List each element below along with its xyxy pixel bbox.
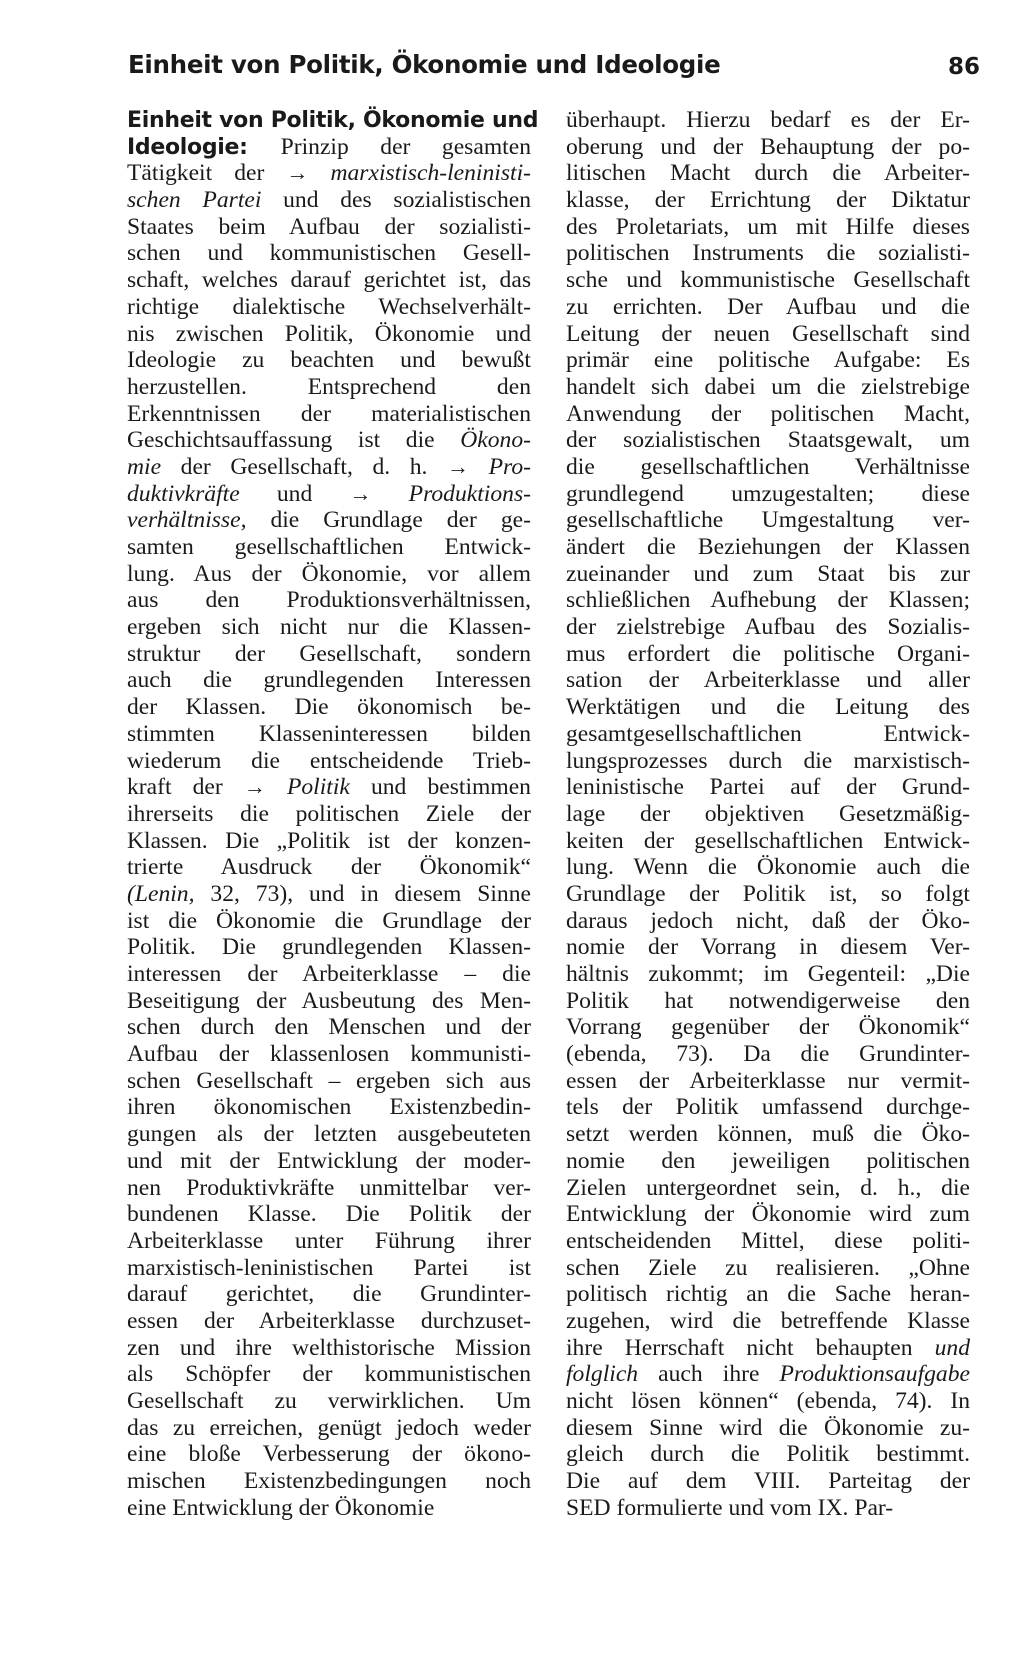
text-segment: und mit der Entwicklung der moder- bbox=[127, 1147, 531, 1174]
cross-reference-arrow-icon: → bbox=[243, 774, 266, 800]
text-line bbox=[566, 881, 970, 908]
text-segment: auch ihre bbox=[638, 1361, 780, 1388]
italic-term: Pro- bbox=[469, 453, 531, 480]
text-line bbox=[566, 187, 970, 214]
text-segment: schen Ziele zu realisieren. „Ohne bbox=[566, 1254, 970, 1281]
text-line bbox=[566, 774, 970, 801]
text-line bbox=[566, 934, 970, 961]
text-line bbox=[566, 667, 970, 694]
text-line bbox=[566, 1468, 970, 1495]
text-segment: Erkenntnissen der materialistischen bbox=[127, 400, 531, 427]
text-segment: Werktätigen und die Leitung des bbox=[566, 694, 970, 721]
text-segment: eine Entwicklung der Ökonomie bbox=[127, 1494, 435, 1521]
text-line bbox=[127, 988, 531, 1015]
text-segment: der Klassen. Die ökonomisch be- bbox=[127, 694, 531, 721]
text-line bbox=[127, 160, 531, 187]
text-segment: ist die Ökonomie die Grundlage der bbox=[127, 907, 531, 934]
text-line bbox=[566, 107, 970, 134]
text-line bbox=[127, 1441, 531, 1468]
text-segment: oberung und der Behauptung der po- bbox=[566, 133, 970, 160]
text-line bbox=[566, 321, 970, 348]
text-line bbox=[566, 1495, 970, 1522]
text-line bbox=[566, 961, 970, 988]
text-segment: lung. Aus der Ökonomie, vor allem bbox=[127, 560, 531, 587]
text-segment: bundenen Klasse. Die Politik der bbox=[127, 1201, 531, 1228]
text-line bbox=[127, 294, 531, 321]
text-line bbox=[566, 481, 970, 508]
text-segment: Ideologie zu beachten und bewußt bbox=[127, 347, 531, 374]
text-segment: lung. Wenn die Ökonomie auch die bbox=[566, 854, 970, 881]
text-line bbox=[566, 1441, 970, 1468]
text-line bbox=[127, 1308, 531, 1335]
text-segment: essen der Arbeiterklasse durchzuset- bbox=[127, 1307, 531, 1334]
text-line bbox=[566, 1361, 970, 1388]
entry-keyword: Ideologie: bbox=[127, 134, 281, 160]
text-segment: der zielstrebige Aufbau des Sozialis- bbox=[566, 614, 970, 641]
text-line bbox=[566, 721, 970, 748]
left-text-column bbox=[127, 107, 539, 1521]
text-segment: der Gesellschaft, d. h. bbox=[161, 453, 448, 480]
text-segment: Entwicklung der Ökonomie wird zum bbox=[566, 1201, 970, 1228]
text-line bbox=[127, 1468, 531, 1495]
text-segment: die gesellschaftlichen Verhältnisse bbox=[566, 453, 970, 480]
text-line bbox=[127, 854, 531, 881]
running-head-title: Einheit von Politik, Ökonomie und Ideologie bbox=[128, 50, 721, 79]
text-segment: grundlegend umzugestalten; diese bbox=[566, 480, 970, 507]
text-segment: nomie den jeweiligen politischen bbox=[566, 1147, 970, 1174]
text-line bbox=[127, 1148, 531, 1175]
text-line bbox=[566, 1255, 970, 1282]
text-line bbox=[566, 507, 970, 534]
page-number: 86 bbox=[948, 54, 981, 80]
text-segment: keiten der gesellschaftlichen Entwick- bbox=[566, 827, 970, 854]
text-line bbox=[127, 401, 531, 428]
text-line bbox=[566, 1041, 970, 1068]
text-line bbox=[127, 134, 531, 161]
text-segment: hältnis zukommt; im Gegenteil: „Die bbox=[566, 961, 970, 987]
text-line bbox=[566, 1335, 970, 1362]
text-line bbox=[127, 614, 531, 641]
text-segment: Grundlage der Politik ist, so folgt bbox=[566, 880, 970, 907]
text-segment: schen Gesellschaft – ergeben sich aus bbox=[127, 1067, 531, 1094]
text-segment: und bbox=[239, 480, 350, 507]
text-line bbox=[127, 1068, 531, 1095]
text-line bbox=[127, 828, 531, 855]
text-line bbox=[127, 908, 531, 935]
text-line bbox=[127, 721, 531, 748]
text-segment: trierte Ausdruck der Ökonomik“ bbox=[127, 854, 531, 881]
text-segment: eine bloße Verbesserung der ökono- bbox=[127, 1441, 531, 1468]
text-segment: ihrerseits die politischen Ziele der bbox=[127, 800, 531, 827]
text-line bbox=[127, 240, 531, 267]
text-segment: schen durch den Menschen und der bbox=[127, 1014, 531, 1041]
text-segment: essen der Arbeiterklasse nur vermit- bbox=[566, 1067, 970, 1094]
text-line bbox=[127, 1201, 531, 1228]
text-line bbox=[127, 561, 531, 588]
italic-term: folglich bbox=[566, 1361, 639, 1388]
text-segment: Politik. Die grundlegenden Klassen- bbox=[127, 934, 531, 961]
text-line bbox=[566, 1148, 970, 1175]
text-line bbox=[566, 214, 970, 241]
cross-reference-arrow-icon: → bbox=[349, 480, 372, 506]
text-segment: auch die grundlegenden Interessen bbox=[127, 667, 531, 694]
text-segment: litischen Macht durch die Arbeiter- bbox=[566, 160, 970, 187]
text-line bbox=[566, 1201, 970, 1228]
text-segment: Politik hat notwendigerweise den bbox=[566, 987, 970, 1014]
text-segment: gungen als der letzten ausgebeuteten bbox=[127, 1121, 531, 1148]
text-line bbox=[566, 454, 970, 481]
text-line bbox=[566, 854, 970, 881]
text-segment: Prinzip der gesamten bbox=[280, 133, 531, 160]
text-line bbox=[566, 641, 970, 668]
text-segment: schaft, welches darauf gerichtet ist, das bbox=[127, 267, 531, 294]
text-segment: Tätigkeit der bbox=[127, 160, 287, 187]
text-segment: gleich durch die Politik bestimmt. bbox=[566, 1441, 970, 1468]
text-segment: als Schöpfer der kommunistischen bbox=[127, 1361, 531, 1388]
text-segment: ergeben sich nicht nur die Klassen- bbox=[127, 614, 531, 641]
text-line bbox=[566, 401, 970, 428]
text-segment: entscheidenden Mittel, diese politi- bbox=[566, 1227, 970, 1254]
text-line bbox=[127, 881, 531, 908]
text-segment: SED formulierte und vom IX. Par- bbox=[566, 1494, 894, 1521]
text-segment: kraft der bbox=[127, 774, 244, 801]
text-line bbox=[127, 774, 531, 801]
text-segment: marxistisch-leninistischen Partei ist bbox=[127, 1254, 531, 1281]
text-line bbox=[566, 587, 970, 614]
italic-term: verhältnisse, bbox=[127, 507, 247, 534]
text-line bbox=[127, 1175, 531, 1202]
text-line bbox=[566, 267, 970, 294]
text-line bbox=[127, 1094, 531, 1121]
text-line bbox=[127, 454, 531, 481]
text-segment: zueinander und zum Staat bis zur bbox=[566, 560, 970, 587]
text-segment: mus erfordert die politische Organi- bbox=[566, 640, 970, 667]
right-text-column bbox=[566, 107, 970, 1521]
text-segment: diesem Sinne wird die Ökonomie zu- bbox=[566, 1414, 970, 1441]
text-line bbox=[127, 1388, 531, 1415]
text-segment: lage der objektiven Gesetzmäßig- bbox=[566, 800, 970, 827]
text-line bbox=[566, 1094, 970, 1121]
text-line bbox=[127, 801, 531, 828]
italic-term: duktivkräfte bbox=[127, 480, 240, 507]
text-line bbox=[566, 1281, 970, 1308]
italic-term: und bbox=[934, 1334, 970, 1361]
cross-reference-arrow-icon: → bbox=[447, 453, 470, 479]
text-segment: ihren ökonomischen Existenzbedin- bbox=[127, 1094, 531, 1121]
text-line bbox=[127, 347, 531, 374]
text-segment: Anwendung der politischen Macht, bbox=[566, 400, 970, 427]
text-segment: der sozialistischen Staatsgewalt, um bbox=[566, 427, 970, 454]
text-segment: lungsprozesses durch die marxistisch- bbox=[566, 747, 970, 774]
text-line bbox=[566, 534, 970, 561]
italic-term: (Lenin, bbox=[127, 880, 195, 907]
text-segment: des Proletariats, um mit Hilfe dieses bbox=[566, 213, 970, 240]
text-line bbox=[566, 828, 970, 855]
text-line bbox=[127, 1495, 531, 1522]
text-segment: aus den Produktionsverhältnissen, bbox=[127, 587, 531, 614]
text-segment: ihre Herrschaft nicht behaupten bbox=[566, 1334, 935, 1361]
text-segment: wiederum die entscheidende Trieb- bbox=[127, 747, 531, 774]
text-line bbox=[566, 988, 970, 1015]
text-segment: sation der Arbeiterklasse und aller bbox=[566, 667, 970, 694]
text-line bbox=[127, 1228, 531, 1255]
text-segment: struktur der Gesellschaft, sondern bbox=[127, 640, 531, 667]
text-segment: Staates beim Aufbau der sozialisti- bbox=[127, 213, 531, 240]
text-segment: Die auf dem VIII. Parteitag der bbox=[566, 1468, 970, 1495]
text-segment: samten gesellschaftlichen Entwick- bbox=[127, 534, 531, 560]
text-line bbox=[127, 1335, 531, 1362]
text-segment: nicht lösen können“ (ebenda, 74). In bbox=[566, 1388, 970, 1414]
text-segment: politisch richtig an die Sache heran- bbox=[566, 1281, 970, 1308]
text-line bbox=[566, 160, 970, 187]
text-line bbox=[127, 748, 531, 775]
text-line bbox=[127, 427, 531, 454]
text-line bbox=[566, 1175, 970, 1202]
text-line bbox=[127, 187, 531, 214]
text-segment: nis zwischen Politik, Ökonomie und bbox=[127, 320, 531, 347]
text-line bbox=[566, 801, 970, 828]
text-segment: ändert die Beziehungen der Klassen bbox=[566, 534, 970, 560]
text-line bbox=[566, 240, 970, 267]
text-segment: gesamtgesellschaftlichen Entwick- bbox=[566, 720, 970, 747]
text-line bbox=[566, 1228, 970, 1255]
text-line bbox=[127, 1255, 531, 1282]
text-segment: primär eine politische Aufgabe: Es bbox=[566, 347, 970, 374]
text-line bbox=[127, 214, 531, 241]
text-segment: Geschichtsauffassung ist die bbox=[127, 427, 461, 454]
text-segment: die Grundlage der ge- bbox=[246, 507, 531, 534]
text-line bbox=[127, 481, 531, 508]
text-segment: herzustellen. Entsprechend den bbox=[127, 373, 531, 400]
text-line bbox=[127, 1041, 531, 1068]
text-segment: setzt werden können, muß die Öko- bbox=[566, 1121, 970, 1148]
text-line bbox=[566, 748, 970, 775]
text-segment: schen und kommunistischen Gesell- bbox=[127, 240, 531, 267]
text-segment: (ebenda, 73). Da die Grundinter- bbox=[566, 1041, 970, 1068]
text-segment: sche und kommunistische Gesellschaft bbox=[566, 267, 970, 294]
text-segment: daraus jedoch nicht, daß der Öko- bbox=[566, 907, 970, 934]
text-line bbox=[566, 1068, 970, 1095]
text-line bbox=[566, 694, 970, 721]
text-line bbox=[127, 107, 539, 134]
text-line bbox=[127, 1121, 531, 1148]
text-line bbox=[566, 374, 970, 401]
text-segment: tels der Politik umfassend durchge- bbox=[566, 1094, 970, 1121]
text-segment: gesellschaftliche Umgestaltung ver- bbox=[566, 507, 970, 534]
text-line bbox=[127, 1014, 531, 1041]
text-segment: Klassen. Die „Politik ist der konzen- bbox=[127, 827, 531, 854]
text-line bbox=[127, 694, 531, 721]
text-line bbox=[566, 134, 970, 161]
text-line bbox=[127, 374, 531, 401]
text-line bbox=[127, 507, 531, 534]
text-line bbox=[127, 321, 531, 348]
text-line bbox=[127, 267, 531, 294]
italic-term: Produktionsaufgabe bbox=[779, 1361, 970, 1388]
text-segment: nomie der Vorrang in diesem Ver- bbox=[566, 934, 970, 961]
text-segment: Gesellschaft zu verwirklichen. Um bbox=[127, 1388, 531, 1414]
text-segment: politischen Instruments die sozialisti- bbox=[566, 240, 970, 267]
entry-keyword: Einheit von Politik, Ökonomie und bbox=[127, 108, 539, 133]
text-segment: Arbeiterklasse unter Führung ihrer bbox=[127, 1227, 531, 1254]
italic-term: Produktions- bbox=[371, 480, 531, 507]
text-segment: nen Produktivkräfte unmittelbar ver- bbox=[127, 1174, 531, 1201]
text-segment: schließlichen Aufhebung der Klassen; bbox=[566, 587, 970, 614]
text-segment: darauf gerichtet, die Grundinter- bbox=[127, 1281, 531, 1308]
text-line bbox=[566, 294, 970, 321]
text-segment: klasse, der Errichtung der Diktatur bbox=[566, 187, 970, 214]
cross-reference-arrow-icon: → bbox=[286, 160, 309, 186]
text-line bbox=[566, 614, 970, 641]
text-line bbox=[566, 1308, 970, 1335]
italic-term: marxistisch-leninisti- bbox=[308, 160, 531, 187]
text-segment: überhaupt. Hierzu bedarf es der Er- bbox=[566, 107, 970, 133]
text-segment: Aufbau der klassenlosen kommunisti- bbox=[127, 1041, 531, 1068]
text-segment: zugehen, wird die betreffende Klasse bbox=[566, 1307, 970, 1334]
text-line bbox=[566, 1388, 970, 1415]
text-segment: richtige dialektische Wechselverhält- bbox=[127, 293, 531, 320]
text-segment: und des sozialistischen bbox=[261, 187, 532, 214]
text-segment: zen und ihre welthistorische Mission bbox=[127, 1334, 531, 1361]
italic-term: mie bbox=[127, 453, 162, 480]
italic-term: schen Partei bbox=[127, 187, 262, 214]
text-line bbox=[566, 561, 970, 588]
text-line bbox=[127, 1361, 531, 1388]
italic-term: Ökono- bbox=[460, 427, 531, 454]
text-line bbox=[127, 667, 531, 694]
italic-term: Politik bbox=[265, 774, 350, 801]
text-segment: interessen der Arbeiterklasse – die bbox=[127, 961, 531, 987]
text-line bbox=[566, 1014, 970, 1041]
text-segment: das zu erreichen, genügt jedoch weder bbox=[127, 1414, 531, 1441]
text-line bbox=[566, 347, 970, 374]
text-segment: und bestimmen bbox=[349, 774, 531, 801]
text-segment: zu errichten. Der Aufbau und die bbox=[566, 293, 970, 320]
text-line bbox=[566, 1121, 970, 1148]
text-line bbox=[566, 1415, 970, 1442]
text-line bbox=[566, 908, 970, 935]
text-line bbox=[566, 427, 970, 454]
text-segment: mischen Existenzbedingungen noch bbox=[127, 1468, 531, 1495]
text-segment: Vorrang gegenüber der Ökonomik“ bbox=[566, 1014, 970, 1041]
text-line bbox=[127, 587, 531, 614]
text-line bbox=[127, 534, 531, 561]
text-segment: Zielen untergeordnet sein, d. h., die bbox=[566, 1174, 970, 1201]
text-line bbox=[127, 1415, 531, 1442]
text-line bbox=[127, 641, 531, 668]
text-segment: stimmten Klasseninteressen bilden bbox=[127, 720, 531, 747]
text-line bbox=[127, 934, 531, 961]
text-segment: Beseitigung der Ausbeutung des Men- bbox=[127, 987, 531, 1014]
text-line bbox=[127, 1281, 531, 1308]
text-segment: Leitung der neuen Gesellschaft sind bbox=[566, 320, 970, 347]
text-line bbox=[127, 961, 531, 988]
text-segment: handelt sich dabei um die zielstrebige bbox=[566, 373, 970, 400]
text-segment: leninistische Partei auf der Grund- bbox=[566, 774, 970, 801]
text-segment: 32, 73), und in diesem Sinne bbox=[194, 880, 531, 907]
